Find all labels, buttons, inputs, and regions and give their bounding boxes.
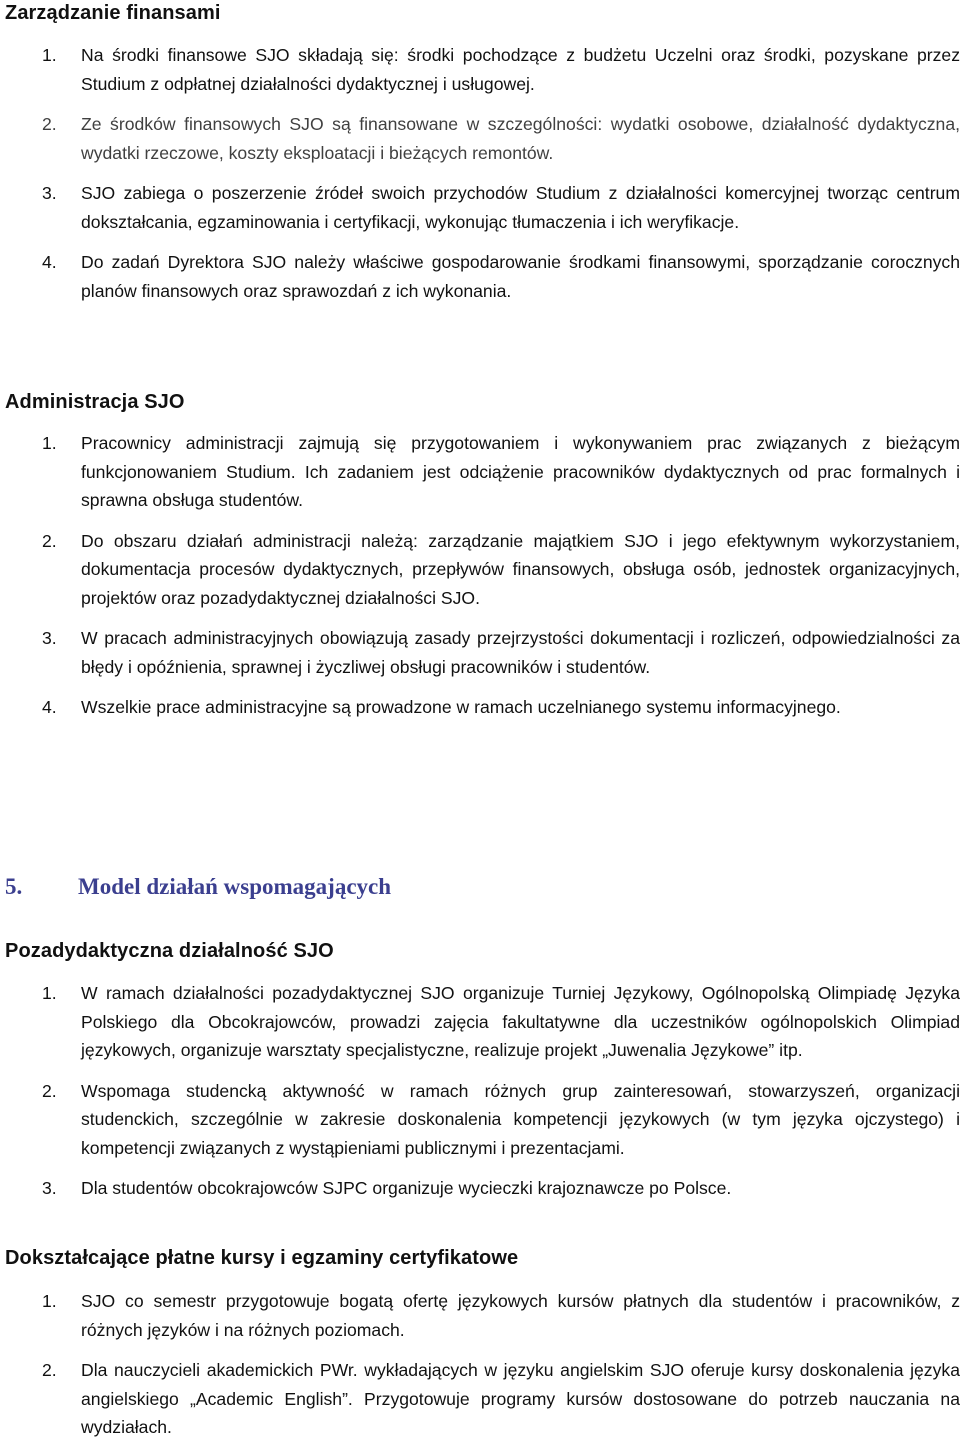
chapter-title: Model działań wspomagających (78, 874, 392, 899)
list-item (0, 248, 960, 305)
item-text: W pracach administracyjnych obowiązują zasady przejrzystości dokumentacji i rozliczeń, odpowiedzialności za błędy i opóźnienia, sprawnej i życzliwej obsługi pracowników i studentów. (81, 628, 960, 677)
item-number: 3. (42, 183, 57, 203)
item-number: 2. (42, 114, 57, 134)
item-text: Wszelkie prace administracyjne są prowadzone w ramach uczelnianego systemu informacyjnego. (81, 697, 841, 717)
item-text: Pracownicy administracji zajmują się przygotowaniem i wykonywaniem prac związanych z bieżącym funkcjonowaniem Studium. Ich zadaniem jest odciążenie pracowników dydaktycznych od prac formalnych i sprawna obsługa studentów. (81, 433, 960, 510)
item-number: 2. (42, 1360, 57, 1380)
list-item (0, 527, 960, 613)
item-text: Ze środków finansowych SJO są finansowane w szczególności: wydatki osobowe, działalność dydaktyczna, wydatki rzeczowe, koszty eksploatacji i bieżących remontów. (81, 114, 960, 163)
item-text: SJO co semestr przygotowuje bogatą ofertę językowych kursów płatnych dla studentów i pracowników, z różnych języków i na różnych poziomach. (81, 1291, 960, 1340)
item-number: 1. (42, 1291, 57, 1311)
item-text: W ramach działalności pozadydaktycznej SJO organizuje Turniej Językowy, Ogólnopolską Olimpiadę Języka Polskiego dla Obcokrajowców, prowadzi zajęcia fakultatywne dla uczestników ogólnopolskich Olimpiad językowych, organizuje warsztaty specjalistyczne, realizuje projekt „Juwenalia Językowe” itp. (81, 983, 960, 1060)
item-number: 4. (42, 252, 57, 272)
item-number: 2. (42, 530, 57, 551)
list-item (0, 693, 960, 722)
item-number: 4. (42, 697, 57, 717)
item-number: 2. (42, 1080, 57, 1101)
administration-heading: Administracja SJO (5, 391, 185, 413)
list-item (0, 110, 960, 167)
list-item (0, 1356, 960, 1442)
item-number: 1. (42, 983, 57, 1003)
item-text: Do obszaru działań administracji należą: zarządzanie majątkiem SJO i jego efektywnym wykorzystaniem, dokumentacja procesów dydaktycznych, przepływów finansowych, obsługa osób, jednostek organizacyjnych, projektów oraz pozadydaktycznej działalności SJO. (81, 530, 960, 608)
list-item (0, 429, 960, 515)
list-item (0, 979, 960, 1065)
item-number: 3. (42, 628, 57, 648)
list-item (0, 1174, 960, 1203)
item-text: Dla studentów obcokrajowców SJPC organizuje wycieczki krajoznawcze po Polsce. (81, 1178, 732, 1198)
courses-list (0, 1287, 960, 1442)
item-number: 3. (42, 1178, 57, 1198)
list-item (0, 41, 960, 98)
list-item (0, 1077, 960, 1163)
item-text: Na środki finansowe SJO składają się: środki pochodzące z budżetu Uczelni oraz środki, pozyskane przez Studium z odpłatnej działalności dydaktycznej i usługowej. (81, 45, 960, 94)
chapter-number: 5. (5, 874, 23, 899)
chapter-heading (5, 872, 391, 902)
extracurricular-list (0, 979, 960, 1203)
administration-list (0, 429, 960, 722)
extracurricular-heading: Pozadydaktyczna działalność SJO (5, 940, 334, 962)
list-item (0, 624, 960, 681)
item-number: 1. (42, 45, 57, 65)
item-text: SJO zabiega o poszerzenie źródeł swoich przychodów Studium z działalności komercyjnej tworząc centrum dokształcania, egzaminowania i certyfikacji, wykonując tłumaczenia i ich weryfikacje. (81, 183, 960, 232)
list-item (0, 179, 960, 236)
item-text: Wspomaga studencką aktywność w ramach różnych grup zainteresowań, stowarzyszeń, organizacji studenckich, szczególnie w zakresie doskonalenia kompetencji językowych (w tym języka ojczystego) i kompetencji związanych z wystąpieniami publicznymi i prezentacjami. (81, 1080, 960, 1158)
item-text: Do zadań Dyrektora SJO należy właściwe gospodarowanie środkami finansowymi, sporządzanie corocznych planów finansowych oraz sprawozdań z ich wykonania. (81, 252, 960, 301)
finance-heading: Zarządzanie finansami (5, 2, 221, 24)
item-text: Dla nauczycieli akademickich PWr. wykładających w języku angielskim SJO oferuje kursy doskonalenia języka angielskiego „Academic English”. Przygotowuje programy kursów dostosowane do potrzeb nauczania na wydziałach. (81, 1360, 960, 1437)
list-item (0, 1287, 960, 1344)
courses-heading: Dokształcające płatne kursy i egzaminy certyfikatowe (5, 1247, 519, 1269)
item-number: 1. (42, 433, 57, 453)
finance-list (0, 41, 960, 305)
